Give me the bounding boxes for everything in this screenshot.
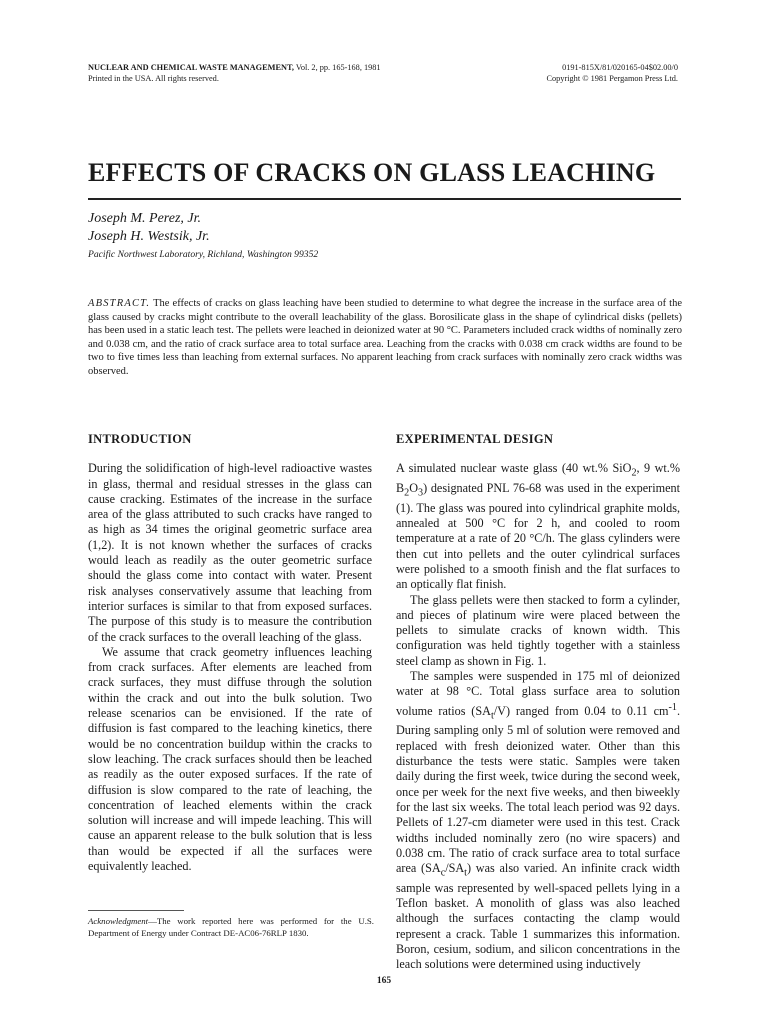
issn-code: 0191-815X/81/020165-04$02.00/0 (562, 63, 678, 72)
abstract (88, 297, 682, 379)
title-rule (88, 198, 681, 200)
author-list (88, 210, 210, 245)
publisher-header (546, 62, 678, 84)
journal-name: NUCLEAR AND CHEMICAL WASTE MANAGEMENT, (88, 63, 294, 72)
experimental-paragraph: The glass pellets were then stacked to form a cylinder, and pieces of platinum wire were placed between the pellets to simulate cracks of known width. This configuration was held tightly together with a stainless steel clamp as shown in Fig. 1. (396, 592, 680, 668)
acknowledgment-footnote (88, 915, 374, 940)
introduction-heading: INTRODUCTION (88, 432, 192, 446)
abstract-text: The effects of cracks on glass leaching have been studied to determine to what degree the increase in the surface area of the glass caused by cracks might contribute to the overall leachability of the glass. Borosilicate glass in the shape of cylindrical disks (pellets) has been used in a static leach test. The pellets were leached in deionized water at 90 °C. Parameters included crack widths of nominally zero and 0.038 cm, and the ratio of crack surface area to total surface area. Leaching from the cracks with 0.038 cm crack widths are found to be two to five times less than leaching from external surfaces. No apparent leaching from crack surfaces with nominally zero crack widths was observed. (88, 298, 682, 377)
introduction-paragraph: During the solidification of high-level radioactive wastes in glass, thermal and residual stresses in the glass can cause cracking. Estimates of the increase in the surface area of the glass attributed to such cracks have ranged to as high as 34 times the original geometric surface area (1,2). It is not known whether the surfaces of cracks would leach as readily as the outer geometric surface should the glass come into contact with water. Present risk analyses conservatively assume that leaching from interior surfaces is similar to that from exposed surfaces. The purpose of this study is to measure the contribution of the crack surfaces to the overall leaching of the glass. (88, 461, 372, 644)
journal-header (88, 62, 381, 84)
abstract-label: ABSTRACT. (88, 298, 151, 309)
author-name: Joseph H. Westsik, Jr. (88, 228, 210, 244)
page-number: 165 (376, 976, 392, 986)
paper-title: EFFECTS OF CRACKS ON GLASS LEACHING (88, 158, 656, 187)
experimental-heading: EXPERIMENTAL DESIGN (396, 432, 554, 446)
author-name: Joseph M. Perez, Jr. (88, 211, 202, 226)
introduction-paragraph: We assume that crack geometry influences leaching from crack surfaces. After elements are leached from crack surfaces, they must diffuse through the solution within the crack and out into the bulk solution. Two release scenarios can be envisioned. If the rate of diffusion is fast compared to the leaching kinetics, there would be no concentration buildup within the cracks to slow leaching. The crack surfaces should then be leached as readily as the outer exposed surfaces. If the rate of diffusion is slow compared to the rate of leaching, the concentration of leached elements within the crack solution will increase and will impede leaching. This will cause an apparent release to the bulk solution that is less than would be expected if all the surfaces were equivalently leached. (88, 644, 372, 874)
acknowledgment-label: Acknowledgment (88, 916, 149, 926)
copyright-notice: Copyright © 1981 Pergamon Press Ltd. (546, 74, 678, 83)
left-column (88, 432, 372, 874)
right-column (396, 432, 680, 973)
journal-volume: Vol. 2, pp. 165-168, 1981 (293, 63, 381, 72)
experimental-paragraph: The samples were suspended in 175 ml of deionized water at 98 °C. Total glass surface area to solution volume ratios $(SA_t/V)$ ranged from 0.04 to 0.11 $cm^{-1}$. During sampling only 5 ml of solution were removed and replaced with fresh deionized water. Other than this disturbance the tests were static. Samples were taken daily during the first week, twice during the second week, once per week for the next five weeks, and then biweekly for the last six weeks. The total leach period was 92 days. Pellets of 1.27-cm diameter were used in this test. Crack widths included nominally zero (no wire spacers) and 0.038 cm. The ratio of crack surface area to total surface area $(SA_c/SA_t)$ was also varied. An infinite crack width sample was represented by well-spaced pellets lying in a Teflon basket. A monolith of glass was also leached although the surfaces contacting the clamp would represent a crack. Table 1 summarizes this information. Boron, cesium, sodium, and silicon concentrations in the leach solutions were determined using inductively (396, 669, 680, 972)
experimental-paragraph: A simulated nuclear waste glass (40 wt.% SiO$_2$, 9 wt.% $B_2O_3$) designated PNL 76-68 was used in the experiment (1). The glass was poured into cylindrical graphite molds, annealed at 500 °C for 2 h, and cooled to room temperature at a rate of 20 °C/h. The glass cylinders were then cut into pellets and the outer cylindrical surfaces were polished to a smooth finish and the flat surfaces to an optically flat finish. (396, 461, 680, 592)
affiliation: Pacific Northwest Laboratory, Richland, Washington 99352 (88, 249, 319, 260)
printed-notice: Printed in the USA. All rights reserved. (88, 74, 219, 83)
footnote-rule (88, 910, 184, 911)
acknowledgment-text: —The work reported here was performed for the U.S. Department of Energy under Contract DE-AC06-76RLP 1830. (88, 916, 374, 939)
